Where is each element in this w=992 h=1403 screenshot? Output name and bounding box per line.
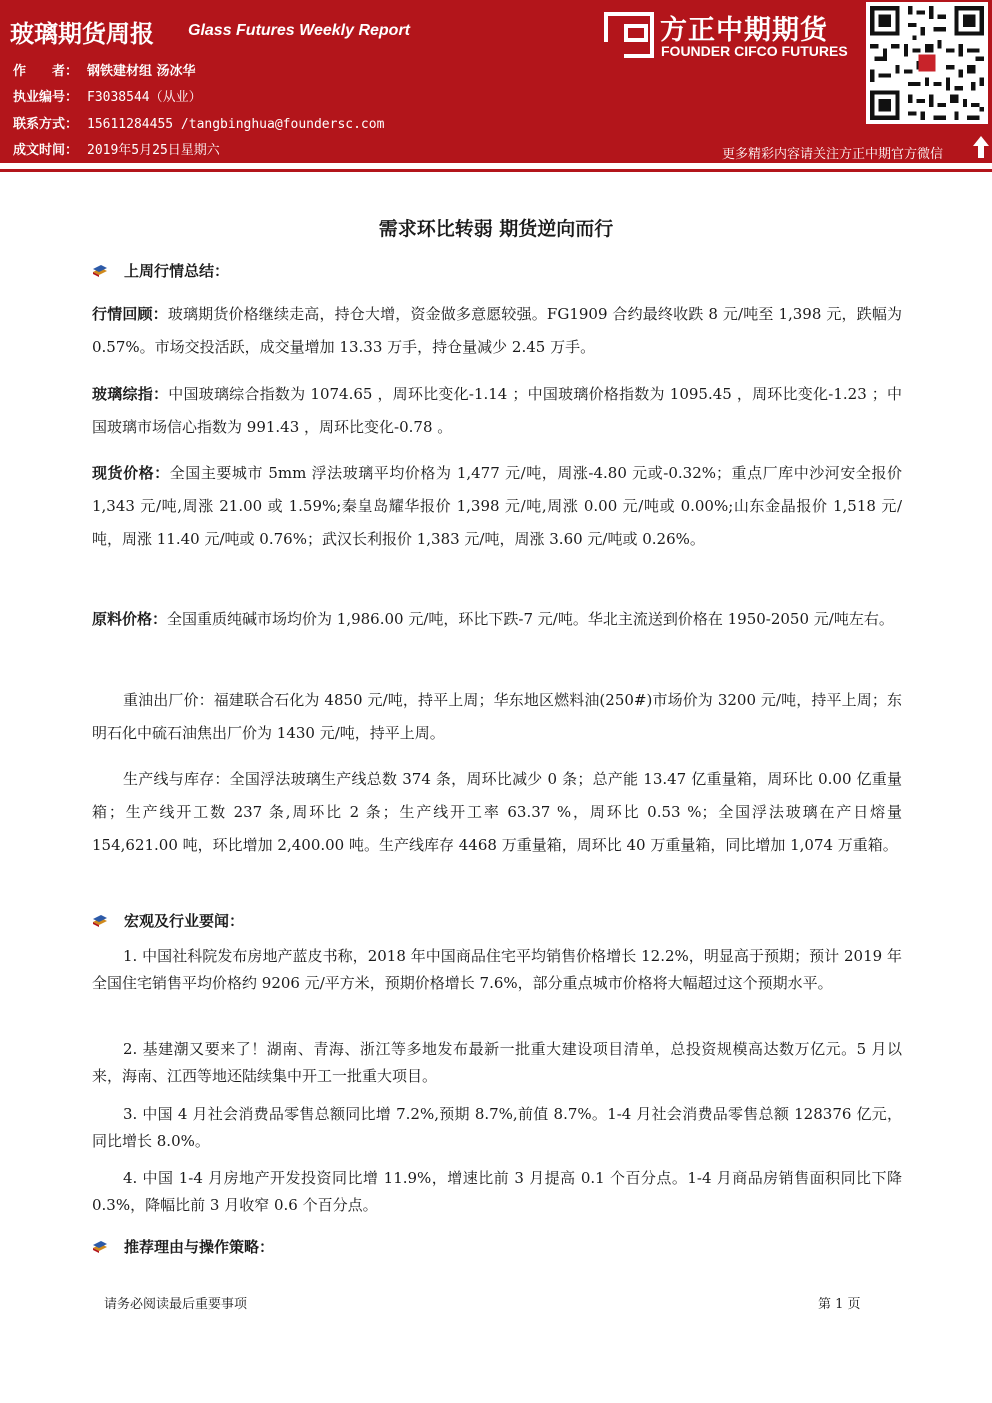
meta-date: [13, 139, 220, 158]
paragraph-production-inventory: 生产线与库存：全国浮法玻璃生产线总数 374 条，周环比减少 0 条；总产能 13.47 亿重量箱，周环比 0.00 亿重量箱；生产线开工数 237 条,周环比 2 条；生产线开工率 63.37 %，周环比 0.53 %；全国浮法玻璃在产日熔量 154,621.00 吨，环比增加 2,400.00 吨。生产线库存 4468 万重量箱，周环比 40 万重量箱，同比增加 1,074 万重箱。: [92, 770, 902, 854]
report-title-en: Glass Futures Weekly Report: [188, 22, 410, 39]
meta-author-value: 钢铁建材组 汤冰华: [87, 64, 196, 79]
logo-company-en: FOUNDER CIFCO FUTURES: [661, 43, 848, 59]
wechat-qr-code[interactable]: [866, 2, 988, 124]
meta-author: [13, 60, 196, 79]
paragraph-label: 现货价格：: [92, 464, 170, 482]
news-item: 3. 中国 4 月社会消费品零售总额同比增 7.2%,预期 8.7%,前值 8.7%。1-4 月社会消费品零售总额 128376 亿元，同比增长 8.0%。: [92, 1105, 902, 1150]
paragraph-market-review: [92, 298, 902, 364]
news-item: 2. 基建潮又要来了！湖南、青海、浙江等多地发布最新一批重大建设项目清单，总投资规模高达数万亿元。5 月以来，海南、江西等地还陆续集中开工一批重大项目。: [92, 1040, 902, 1085]
report-title-cn: 玻璃期货周报: [10, 20, 154, 48]
section-heading-text: 推荐理由与操作策略：: [124, 1238, 275, 1256]
paragraph-text: 中国玻璃综合指数为 1074.65 ，周环比变化-1.14 ；中国玻璃价格指数为 1095.45 ，周环比变化-1.23 ；中国玻璃市场信心指数为 991.43 ，周环比变化-0.78 。: [92, 385, 902, 436]
paragraph-label: 玻璃综指：: [92, 385, 169, 403]
paragraph-glass-index: [92, 378, 902, 444]
header-divider: [0, 169, 992, 172]
page-number: 第 1 页: [818, 1297, 861, 1312]
document-title: 需求环比转弱 期货逆向而行: [378, 218, 614, 240]
news-item: 1. 中国社科院发布房地产蓝皮书称，2018 年中国商品住宅平均销售价格增长 12.2%，明显高于预期；预计 2019 年全国住宅销售平均价格约 9206 元/平方米，预期价格增长 7.6%，部分重点城市价格将大幅超过这个预期水平。: [92, 947, 902, 992]
paragraph-heavy-oil: 重油出厂价：福建联合石化为 4850 元/吨，持平上周；华东地区燃料油(250#)市场价为 3200 元/吨，持平上周；东明石化中硫石油焦出厂价为 1430 元/吨，持平上周。: [92, 691, 902, 742]
meta-author-label: 作 者：: [13, 64, 79, 79]
logo-company-cn: 方正中期期货: [660, 15, 828, 46]
arrow-up-icon: [972, 134, 990, 160]
meta-date-label: 成文时间：: [13, 143, 79, 158]
section-heading-weekly-summary: [92, 260, 229, 281]
paragraph-text: 全国重质纯碱市场均价为 1,986.00 元/吨，环比下跌-7 元/吨。华北主流送到价格在 1950-2050 元/吨左右。: [167, 610, 894, 628]
paragraph-label: 原料价格：: [92, 610, 168, 628]
report-header: [0, 0, 992, 163]
paragraph-label: 行情回顾：: [92, 305, 168, 323]
meta-license: [13, 86, 202, 105]
book-bullet-icon: [92, 1239, 108, 1253]
paragraph-spot-price: [92, 457, 902, 556]
meta-license-label: 执业编号：: [13, 90, 79, 105]
follow-wechat-text: 更多精彩内容请关注方正中期官方微信: [722, 147, 944, 162]
book-bullet-icon: [92, 913, 108, 927]
meta-date-value: 2019年5月25日星期六: [87, 143, 220, 158]
section-heading-macro-news: [92, 910, 244, 931]
section-heading-text: 宏观及行业要闻：: [124, 912, 245, 930]
footer-notice: 请务必阅读最后重要事项: [104, 1297, 248, 1312]
meta-license-value: F3038544（从业）: [87, 90, 202, 105]
section-heading-text: 上周行情总结：: [124, 262, 230, 280]
meta-contact-value[interactable]: 15611284455 /tangbinghua@foundersc.com: [87, 117, 385, 132]
news-item: 4. 中国 1-4 月房地产开发投资同比增 11.9%，增速比前 3 月提高 0.1 个百分点。1-4 月商品房销售面积同比下降 0.3%，降幅比前 3 月收窄 0.6 个百分点。: [92, 1169, 902, 1214]
book-bullet-icon: [92, 263, 108, 277]
paragraph-text: 玻璃期货价格继续走高，持仓大增，资金做多意愿较强。FG1909 合约最终收跌 8 元/吨至 1,398 元，跌幅为 0.57%。市场交投活跃，成交量增加 13.33 万手，持仓量减少 2.45 万手。: [92, 305, 902, 356]
meta-contact-label: 联系方式：: [13, 117, 79, 132]
founder-logo-icon: [604, 12, 654, 58]
paragraph-raw-material-price: [92, 603, 902, 636]
paragraph-text: 全国主要城市 5mm 浮法玻璃平均价格为 1,477 元/吨，周涨-4.80 元或-0.32%；重点厂库中沙河安全报价 1,343 元/吨,周涨 21.00 或 1.59%;秦皇岛耀华报价 1,398 元/吨,周涨 0.00 元/吨或 0.00%;山东金晶报价 1,518 元/吨，周涨 11.40 元/吨或 0.76%；武汉长利报价 1,383 元/吨，周涨 3.60 元/吨或 0.26%。: [92, 464, 902, 548]
section-heading-strategy: [92, 1236, 274, 1257]
meta-contact: [13, 113, 384, 132]
